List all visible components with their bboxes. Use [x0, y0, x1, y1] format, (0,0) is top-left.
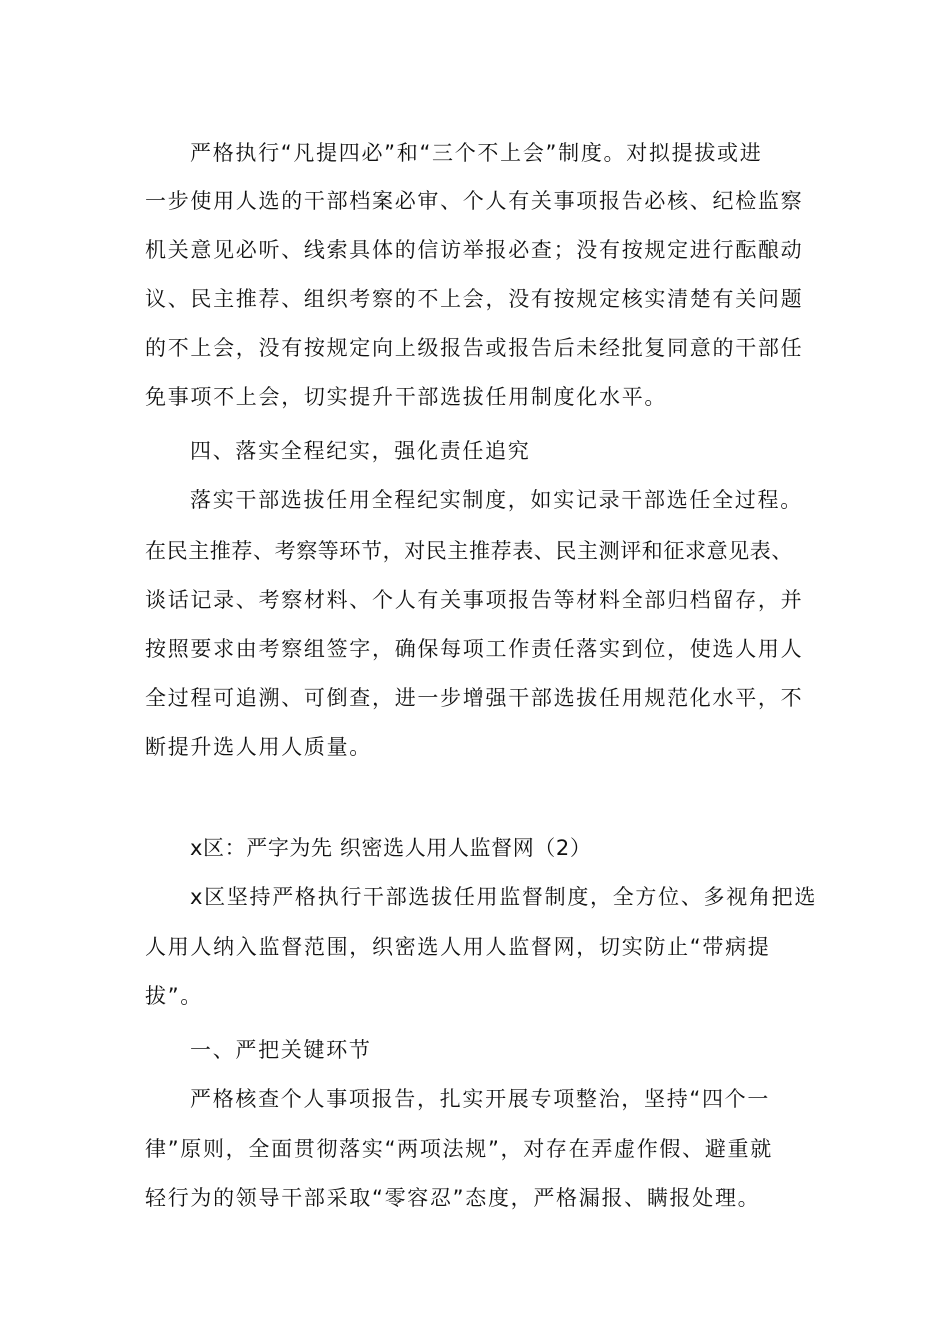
- paragraph-line: 断提升选人用人质量。: [145, 735, 372, 759]
- paragraph-line: 全过程可追溯、可倒查，进一步增强干部选拔任用规范化水平，不: [145, 686, 804, 710]
- paragraph-line: 严格核查个人事项报告，扎实开展专项整治，坚持“四个一: [190, 1087, 771, 1111]
- paragraph-line: 严格执行“凡提四必”和“三个不上会”制度。对拟提拔或进: [190, 141, 763, 165]
- paragraph-line: 人用人纳入监督范围，织密选人用人监督网，切实防止“带病提: [145, 935, 771, 959]
- paragraph-line: x区坚持严格执行干部选拔任用监督制度，全方位、多视角把选: [190, 885, 818, 909]
- paragraph-line: 律”原则，全面贯彻落实“两项法规”，对存在弄虚作假、避重就: [145, 1137, 773, 1161]
- paragraph-line: 按照要求由考察组签字，确保每项工作责任落实到位，使选人用人: [145, 637, 804, 661]
- paragraph-line: 机关意见必听、线索具体的信访举报必查；没有按规定进行酝酿动: [145, 238, 804, 262]
- paragraph-line: 的不上会，没有按规定向上级报告或报告后未经批复同意的干部任: [145, 336, 804, 360]
- paragraph-line: 议、民主推荐、组织考察的不上会，没有按规定核实清楚有关问题: [145, 287, 804, 311]
- article-title: x区：严字为先 织密选人用人监督网（2）: [190, 836, 592, 860]
- section-heading: 四、落实全程纪实，强化责任追究: [190, 439, 531, 463]
- paragraph-line: 谈话记录、考察材料、个人有关事项报告等材料全部归档留存，并: [145, 588, 804, 612]
- paragraph-line: 拔”。: [145, 984, 203, 1008]
- paragraph-line: 落实干部选拔任用全程纪实制度，如实记录干部选任全过程。: [190, 488, 803, 512]
- paragraph-line: 在民主推荐、考察等环节，对民主推荐表、民主测评和征求意见表、: [145, 539, 793, 563]
- paragraph-line: 免事项不上会，切实提升干部选拔任用制度化水平。: [145, 385, 668, 409]
- paragraph-line: 一步使用人选的干部档案必审、个人有关事项报告必核、纪检监察: [145, 189, 804, 213]
- section-heading: 一、严把关键环节: [190, 1038, 372, 1062]
- paragraph-line: 轻行为的领导干部采取“零容忍”态度，严格漏报、瞒报处理。: [145, 1186, 761, 1210]
